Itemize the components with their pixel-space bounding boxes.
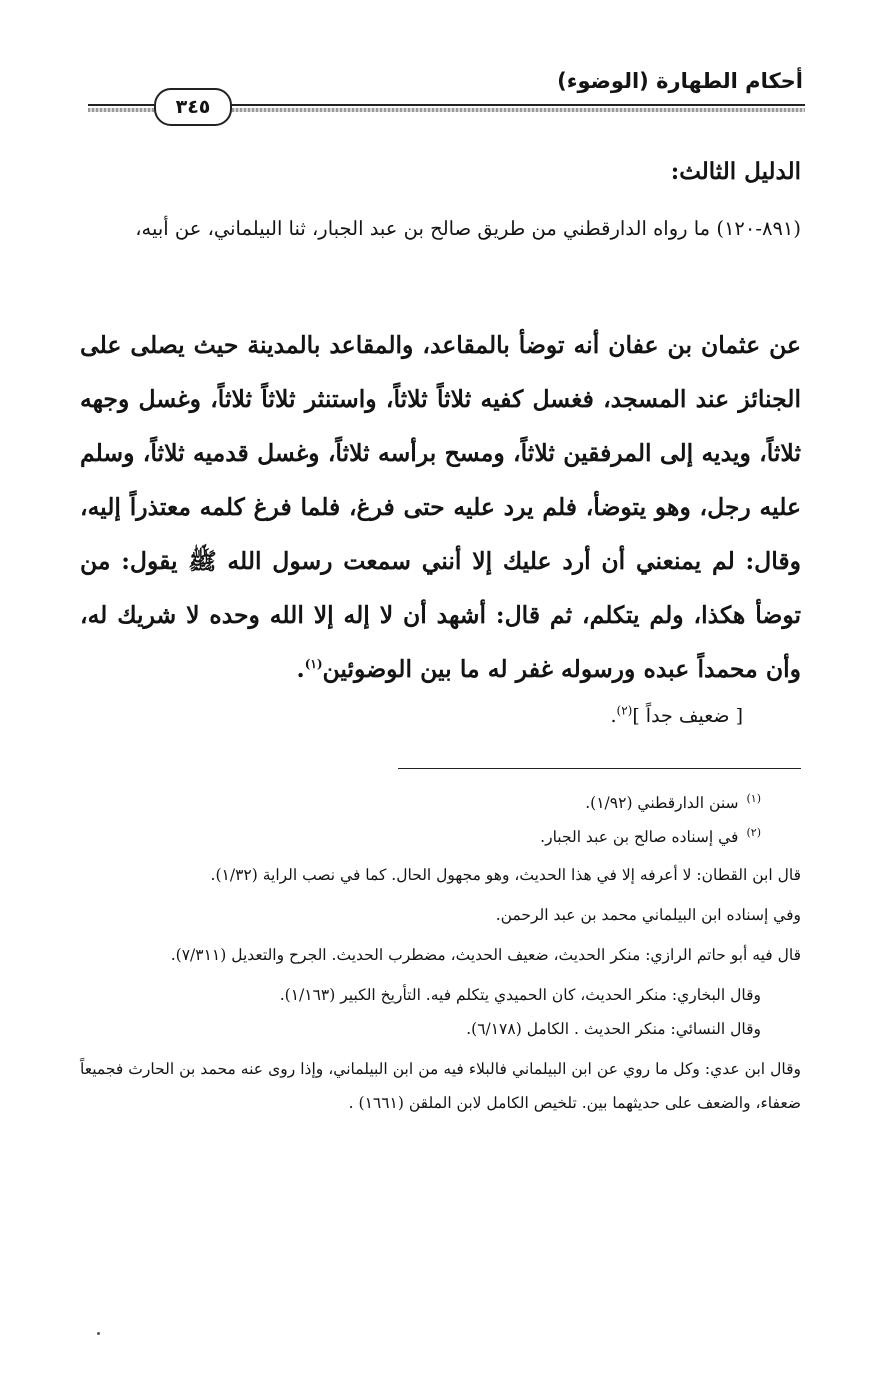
footnote-2: [80, 820, 801, 854]
grading-end: .: [610, 705, 617, 727]
footnote-paragraph: قال ابن القطان: لا أعرفه إلا في هذا الحديث، وهو مجهول الحال. كما في نصب الراية (١/٣٢).: [210, 866, 801, 884]
section-heading: الدليل الثالث:: [670, 158, 801, 185]
footnote-ref-2: (٢): [616, 703, 633, 718]
hadith-end: .: [296, 655, 305, 683]
hadith-body: عن عثمان بن عفان أنه توضأ بالمقاعد، والمقاعد بالمدينة حيث يصلى على الجنائز عند المسجد، فغسل كفيه ثلاثاً ثلاثاً، واستنثر ثلاثاً ثلاثاً، وغسل وجهه ثلاثاً، ويديه إلى المرفقين ثلاثاً، ومسح برأسه ثلاثاً، وغسل قدميه ثلاثاً، وسلم عليه رجل، وهو يتوضأ، فلم يرد عليه حتى فرغ، فلما فرغ كلمه معتذراً إليه، وقال: لم يمنعني أن أرد عليك إلا أنني سمعت رسول الله ﷺ يقول: من توضأ هكذا، ولم يتكلم، ثم قال: أشهد أن لا إله إلا الله وحده لا شريك له، وأن محمداً عبده ورسوله غفر له ما بين الوضوئين: [80, 331, 801, 683]
page-number: ٣٤٥: [154, 88, 232, 126]
hadith-text: [80, 318, 801, 696]
footnote-separator: [398, 768, 801, 769]
grading-text: [ ضعيف جداً ]: [632, 705, 743, 727]
footnote-2-text: في إسناده صالح بن عبد الجبار.: [540, 828, 739, 846]
hadith-grading: [80, 696, 743, 736]
footnote-ref-1: (١): [304, 657, 323, 672]
footnote-1-marker: (١): [746, 791, 761, 805]
running-title: أحكام الطهارة (الوضوء): [557, 69, 803, 93]
footnote-1-text: سنن الدارقطني (١/٩٢).: [585, 794, 739, 812]
narration-chain: (٨٩١-١٢٠) ما رواه الدارقطني من طريق صالح بن عبد الجبار، ثنا البيلماني، عن أبيه،: [135, 217, 801, 240]
footnote-paragraph: وقال النسائي: منكر الحديث . الكامل (٦/١٧٨).: [466, 1020, 761, 1038]
page-speck: [97, 1332, 100, 1335]
footnote-2-marker: (٢): [746, 825, 761, 839]
footnote-1: [80, 786, 801, 820]
footnote-paragraph: قال فيه أبو حاتم الرازي: منكر الحديث، ضعيف الحديث، مضطرب الحديث. الجرح والتعديل (٧/٣١١).: [170, 946, 801, 964]
footnote-paragraph: وقال البخاري: منكر الحديث، كان الحميدي يتكلم فيه. التأريخ الكبير (١/١٦٣).: [279, 986, 761, 1004]
footnotes: [80, 786, 801, 1120]
footnote-paragraph: وقال ابن عدي: وكل ما روي عن ابن البيلماني فالبلاء فيه من ابن البيلماني، وإذا روى عنه محمد بن الحارث فجميعاً ضعفاء، والضعف على حديثهما بين. تلخيص الكامل لابن الملقن (١٦٦١) .: [80, 1060, 801, 1112]
footnote-paragraph: وفي إسناده ابن البيلماني محمد بن عبد الرحمن.: [495, 906, 801, 924]
